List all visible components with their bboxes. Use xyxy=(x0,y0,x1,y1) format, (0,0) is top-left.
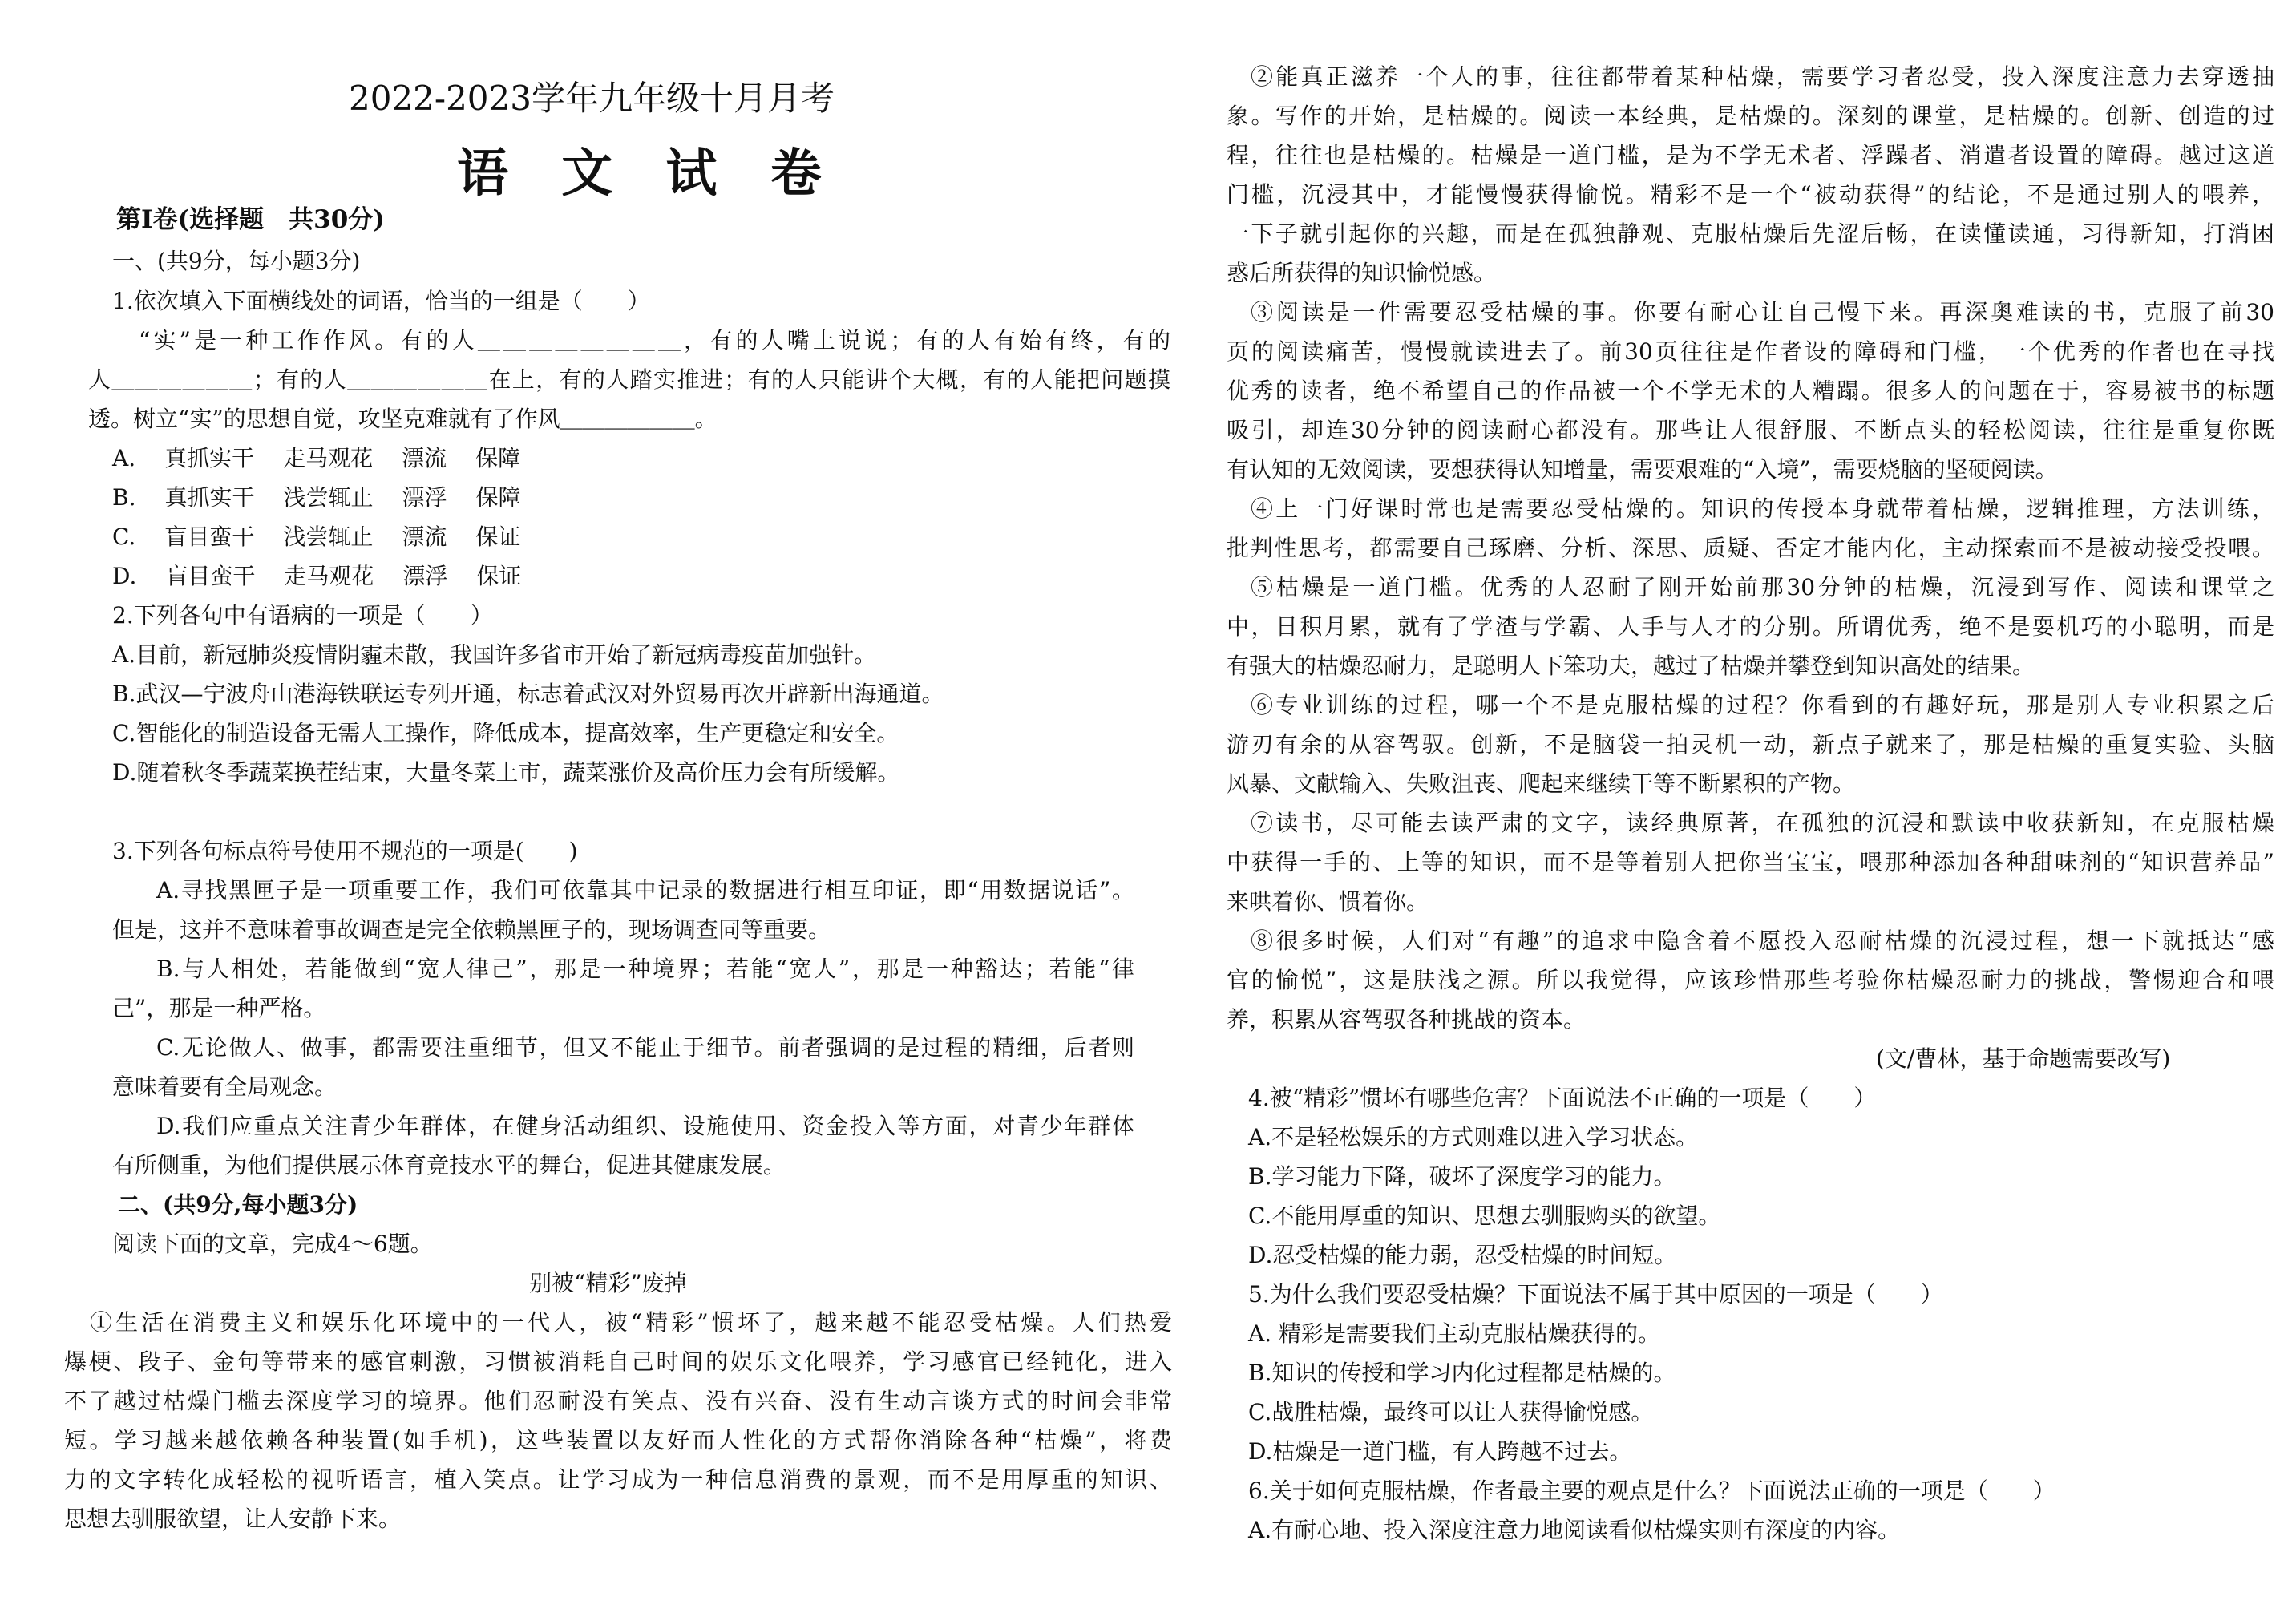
q3-line: 有所侧重，为他们提供展示体育竞技水平的舞台，促进其健康发展。 xyxy=(112,1152,786,1178)
q5-option-a: A. 精彩是需要我们主动克服枯燥获得的。 xyxy=(1248,1320,1661,1347)
article-line: 来哄着你、惯着你。 xyxy=(1227,888,1429,915)
exam-title: 2022-2023学年九年级十月月考 xyxy=(349,79,835,118)
article-line: 中获得一手的、上等的知识，而不是等着别人把你当宝宝，喂那种添加各种甜味剂的“知识营养品” xyxy=(1227,849,2274,875)
subject-title: 语 文 试 卷 xyxy=(457,144,839,204)
q3-line: C.无论做人、做事，都需要注重细节，但又不能止于细节。前者强调的是过程的精细，后者则 xyxy=(156,1034,1134,1061)
q2-option-d: D.随着秋冬季蔬菜换茬结束，大量冬菜上市，蔬菜涨价及高价压力会有所缓解。 xyxy=(112,759,900,786)
q6-stem: 6.关于如何克服枯燥，作者最主要的观点是什么？下面说法正确的一项是（ ） xyxy=(1248,1477,2055,1504)
article-line: 有认知的无效阅读，要想获得认知增量，需要艰难的“入境”，需要烧脑的坚硬阅读。 xyxy=(1227,456,2058,483)
article-line: 爆梗、段子、金句等带来的感官刺激，习惯被消耗自己时间的娱乐文化喂养，学习感官已经钝化，进入 xyxy=(64,1348,1172,1375)
article-line: 养，积累从容驾驭各种挑战的资本。 xyxy=(1227,1006,1587,1033)
section1-heading: 一、(共9分，每小题3分) xyxy=(112,248,361,274)
q3-line: 但是，这并不意味着事故调查是完全依赖黑匣子的，现场调查同等重要。 xyxy=(112,916,831,943)
article-line: ②能真正滋养一个人的事，往往都带着某种枯燥，需要学习者忍受，投入深度注意力去穿透抽 xyxy=(1251,63,2274,90)
q1-option-d: D. 盲目蛮干 走马观花 漂浮 保证 xyxy=(112,563,522,589)
q2-option-c: C.智能化的制造设备无需人工操作，降低成本，提高效率，生产更稳定和安全。 xyxy=(112,720,899,746)
q5-stem: 5.为什么我们要忍受枯燥？下面说法不属于其中原因的一项是（ ） xyxy=(1248,1281,1943,1308)
q5-option-c: C.战胜枯燥，最终可以让人获得愉悦感。 xyxy=(1248,1399,1654,1425)
q3-line: 意味着要有全局观念。 xyxy=(112,1073,338,1100)
article-source: (文/曹林，基于命题需要改写) xyxy=(1876,1045,2171,1072)
part1-heading: 第Ⅰ卷(选择题 共30分) xyxy=(116,205,385,234)
q4-option-a: A.不是轻松娱乐的方式则难以进入学习状态。 xyxy=(1248,1124,1699,1150)
q2-option-b: B.武汉—宁波舟山港海铁联运专列开通，标志着武汉对外贸易再次开辟新出海通道。 xyxy=(112,681,944,707)
q1-option-c: C. 盲目蛮干 浅尝辄止 漂流 保证 xyxy=(112,523,521,550)
q1-passage-line: “实”是一种工作作风。有的人＿＿＿＿＿＿＿＿，有的人嘴上说说；有的人有始有终，有的 xyxy=(139,327,1170,354)
article-line: 不了越过枯燥门槛去深度学习的境界。他们忍耐没有笑点、没有兴奋、没有生动言谈方式的时间会非常 xyxy=(64,1388,1172,1414)
q1-stem: 1.依次填入下面横线处的词语，恰当的一组是（ ） xyxy=(112,288,650,314)
article-line: ③阅读是一件需要忍受枯燥的事。你要有耐心让自己慢下来。再深奥难读的书，克服了前30 xyxy=(1251,299,2274,325)
q3-stem: 3.下列各句标点符号使用不规范的一项是( ) xyxy=(112,838,578,864)
article-line: ⑦读书，尽可能去读严肃的文字，读经典原著，在孤独的沉浸和默读中收获新知，在克服枯燥 xyxy=(1251,810,2274,836)
article-line: 一下子就引起你的兴趣，而是在孤独静观、克服枯燥后先涩后畅，在读懂读通，习得新知，打消困 xyxy=(1227,220,2274,247)
q1-passage-line: 人＿＿＿＿＿＿；有的人＿＿＿＿＿＿在上，有的人踏实推进；有的人只能讲个大概，有的人能把问题摸 xyxy=(88,366,1170,393)
article-line: ⑧很多时候，人们对“有趣”的追求中隐含着不愿投入忍耐枯燥的沉浸过程，想一下就抵达“感 xyxy=(1251,928,2274,954)
q2-option-a: A.目前，新冠肺炎疫情阴霾未散，我国许多省市开始了新冠病毒疫苗加强针。 xyxy=(112,641,877,668)
article-line: 官的愉悦”，这是肤浅之源。所以我觉得，应该珍惜那些考验你枯燥忍耐力的挑战，警惕迎合和喂 xyxy=(1227,967,2274,993)
article-line: ⑥专业训练的过程，哪一个不是克服枯燥的过程？你看到的有趣好玩，那是别人专业积累之后 xyxy=(1251,692,2274,718)
q3-line: B.与人相处，若能做到“宽人律己”，那是一种境界；若能“宽人”，那是一种豁达；若能“律 xyxy=(156,956,1134,982)
article-line: 门槛，沉浸其中，才能慢慢获得愉悦。精彩不是一个“被动获得”的结论，不是通过别人的喂养， xyxy=(1227,181,2274,208)
article-line: 思想去驯服欲望，让人安静下来。 xyxy=(64,1506,402,1532)
article-line: 短。学习越来越依赖各种装置(如手机)，这些装置以友好而人性化的方式帮你消除各种“枯燥”，将费 xyxy=(64,1427,1172,1453)
q3-line: A.寻找黑匣子是一项重要工作，我们可依靠其中记录的数据进行相互印证，即“用数据说话”。 xyxy=(156,877,1134,903)
article-line: 象。写作的开始，是枯燥的。阅读一本经典，是枯燥的。深刻的课堂，是枯燥的。创新、创造的过 xyxy=(1227,103,2274,129)
article-line: 页的阅读痛苦，慢慢就读进去了。前30页往往是作者设的障碍和门槛，一个优秀的作者也在寻找 xyxy=(1227,338,2274,365)
article-line: ⑤枯燥是一道门槛。优秀的人忍耐了刚开始前那30分钟的枯燥，沉浸到写作、阅读和课堂之 xyxy=(1251,574,2274,600)
article-line: 力的文字转化成轻松的视听语言，植入笑点。让学习成为一种信息消费的景观，而不是用厚重的知识、 xyxy=(64,1466,1172,1493)
q4-option-c: C.不能用厚重的知识、思想去驯服购买的欲望。 xyxy=(1248,1203,1721,1229)
q1-option-b: B. 真抓实干 浅尝辄止 漂浮 保障 xyxy=(112,484,521,511)
q3-line: D.我们应重点关注青少年群体，在健身活动组织、设施使用、资金投入等方面，对青少年群体 xyxy=(156,1113,1134,1139)
article-line: 游刃有余的从容驾驭。创新，不是脑袋一拍灵机一动，新点子就来了，那是枯燥的重复实验、头脑 xyxy=(1227,731,2274,758)
article-line: 吸引，却连30分钟的阅读耐心都没有。那些让人很舒服、不断点头的轻松阅读，往往是重复你既 xyxy=(1227,417,2274,443)
q6-option-a: A.有耐心地、投入深度注意力地阅读看似枯燥实则有深度的内容。 xyxy=(1248,1517,1901,1543)
article-line: ④上一门好课时常也是需要忍受枯燥的。知识的传授本身就带着枯燥，逻辑推理，方法训练， xyxy=(1251,495,2274,522)
q5-option-d: D.枯燥是一道门槛，有人跨越不过去。 xyxy=(1248,1438,1632,1465)
q1-passage-line: 透。树立“实”的思想自觉，攻坚克难就有了作风＿＿＿＿＿＿。 xyxy=(88,406,718,432)
q5-option-b: B.知识的传授和学习内化过程都是枯燥的。 xyxy=(1248,1360,1676,1386)
q2-stem: 2.下列各句中有语病的一项是（ ） xyxy=(112,602,493,629)
article-line: 有强大的枯燥忍耐力，是聪明人下笨功夫，越过了枯燥并攀登到知识高处的结果。 xyxy=(1227,653,2035,679)
article-line: 惑后所获得的知识愉悦感。 xyxy=(1227,260,1497,286)
reading-instruction: 阅读下面的文章，完成4～6题。 xyxy=(112,1231,433,1257)
article-line: 优秀的读者，绝不希望自己的作品被一个不学无术的人糟蹋。很多人的问题在于，容易被书的标题 xyxy=(1227,378,2274,404)
article-line: 中，日积月累，就有了学渣与学霸、人手与人才的分别。所谓优秀，绝不是耍机巧的小聪明，而是 xyxy=(1227,613,2274,640)
q4-option-b: B.学习能力下降，破坏了深度学习的能力。 xyxy=(1248,1163,1676,1190)
article-title: 别被“精彩”废掉 xyxy=(529,1270,687,1296)
article-line: 风暴、文献输入、失败沮丧、爬起来继续干等不断累积的产物。 xyxy=(1227,770,1856,797)
q4-stem: 4.被“精彩”惯坏有哪些危害？下面说法不正确的一项是（ ） xyxy=(1248,1085,1877,1111)
section2-heading: 二、(共9分,每小题3分) xyxy=(118,1191,358,1218)
q3-line: 己”，那是一种严格。 xyxy=(112,995,326,1021)
article-line: 批判性思考，都需要自己琢磨、分析、深思、质疑、否定才能内化，主动探索而不是被动接受投喂。 xyxy=(1227,535,2274,561)
article-line: ①生活在消费主义和娱乐化环境中的一代人，被“精彩”惯坏了，越来越不能忍受枯燥。人们热爱 xyxy=(90,1309,1172,1336)
article-line: 程，往往也是枯燥的。枯燥是一道门槛，是为不学无术者、浮躁者、消遣者设置的障碍。越过这道 xyxy=(1227,142,2274,168)
q1-option-a: A. 真抓实干 走马观花 漂流 保障 xyxy=(112,445,521,471)
q4-option-d: D.忍受枯燥的能力弱，忍受枯燥的时间短。 xyxy=(1248,1242,1677,1268)
